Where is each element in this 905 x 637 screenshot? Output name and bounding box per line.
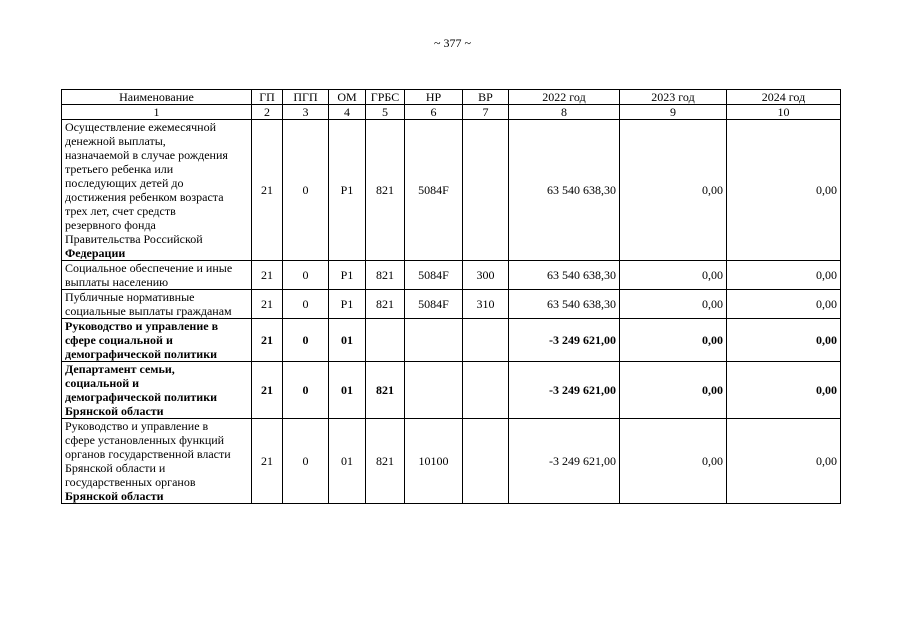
name-line: третьего ребенка или (65, 162, 174, 176)
cell-grbs (366, 319, 405, 362)
cell-gp: 21 (252, 120, 283, 261)
cell-gp: 21 (252, 290, 283, 319)
cell-om: 01 (329, 419, 366, 504)
index-cell: 2 (252, 105, 283, 120)
cell-nr: 5084F (405, 290, 463, 319)
cell-2022: -3 249 621,00 (509, 419, 620, 504)
index-cell: 10 (727, 105, 841, 120)
cell-vr (463, 319, 509, 362)
table-row (62, 362, 841, 419)
cell-nr: 5084F (405, 120, 463, 261)
cell-2022: 63 540 638,30 (509, 290, 620, 319)
header-2023: 2023 год (620, 90, 727, 105)
page-number: ~ 377 ~ (434, 36, 471, 50)
name-line: Федерации (65, 246, 126, 260)
cell-vr (463, 120, 509, 261)
name-line: достижения ребенком возраста (65, 190, 224, 204)
cell-gp: 21 (252, 319, 283, 362)
cell-2022: 63 540 638,30 (509, 261, 620, 290)
cell-2023: 0,00 (620, 319, 727, 362)
header-om: ОМ (329, 90, 366, 105)
cell-2024: 0,00 (727, 362, 841, 419)
cell-2023: 0,00 (620, 290, 727, 319)
row-name (62, 362, 252, 419)
cell-nr (405, 362, 463, 419)
index-row (62, 105, 841, 120)
name-line: Руководство и управление в (65, 419, 209, 433)
index-cell: 4 (329, 105, 366, 120)
cell-pgp: 0 (283, 362, 329, 419)
cell-pgp: 0 (283, 120, 329, 261)
header-pgp: ПГП (283, 90, 329, 105)
cell-2023: 0,00 (620, 419, 727, 504)
name-line: государственных органов (65, 475, 196, 489)
name-line: выплаты населению (65, 275, 169, 289)
name-line: Публичные нормативные (65, 290, 195, 304)
index-cell: 7 (463, 105, 509, 120)
name-line: сфере социальной и (65, 333, 173, 347)
index-cell: 9 (620, 105, 727, 120)
cell-om: Р1 (329, 261, 366, 290)
table-row (62, 120, 841, 261)
header-grbs: ГРБС (366, 90, 405, 105)
index-cell: 1 (62, 105, 252, 120)
row-name (62, 319, 252, 362)
name-line: Правительства Российской (65, 232, 203, 246)
header-gp: ГП (252, 90, 283, 105)
table-row (62, 290, 841, 319)
name-line: Брянской области и (65, 461, 166, 475)
cell-gp: 21 (252, 362, 283, 419)
header-2022: 2022 год (509, 90, 620, 105)
header-2024: 2024 год (727, 90, 841, 105)
cell-pgp: 0 (283, 419, 329, 504)
table-row (62, 319, 841, 362)
cell-grbs: 821 (366, 261, 405, 290)
cell-vr (463, 419, 509, 504)
name-line: Осуществление ежемесячной (65, 120, 216, 134)
row-name (62, 261, 252, 290)
name-line: трех лет, счет средств (65, 204, 176, 218)
cell-2022: -3 249 621,00 (509, 362, 620, 419)
cell-grbs: 821 (366, 362, 405, 419)
name-line: Брянской области (65, 404, 164, 418)
name-line: назначаемой в случае рождения (65, 148, 228, 162)
cell-vr: 310 (463, 290, 509, 319)
cell-2024: 0,00 (727, 319, 841, 362)
cell-om: Р1 (329, 120, 366, 261)
name-line: сфере установленных функций (65, 433, 225, 447)
cell-grbs: 821 (366, 419, 405, 504)
cell-2023: 0,00 (620, 362, 727, 419)
cell-pgp: 0 (283, 261, 329, 290)
header-row (62, 90, 841, 105)
cell-om: 01 (329, 319, 366, 362)
name-line: резервного фонда (65, 218, 156, 232)
row-name (62, 290, 252, 319)
name-line: Брянской области (65, 489, 164, 503)
name-line: денежной выплаты, (65, 134, 166, 148)
name-line: демографической политики (65, 347, 218, 361)
cell-2023: 0,00 (620, 120, 727, 261)
row-name (62, 419, 252, 504)
cell-2023: 0,00 (620, 261, 727, 290)
cell-2024: 0,00 (727, 261, 841, 290)
cell-2022: -3 249 621,00 (509, 319, 620, 362)
cell-pgp: 0 (283, 290, 329, 319)
cell-nr (405, 319, 463, 362)
cell-2022: 63 540 638,30 (509, 120, 620, 261)
cell-vr (463, 362, 509, 419)
cell-om: Р1 (329, 290, 366, 319)
name-line: последующих детей до (65, 176, 184, 190)
header-name: Наименование (62, 90, 252, 105)
cell-nr: 5084F (405, 261, 463, 290)
header-vr: ВР (463, 90, 509, 105)
index-cell: 8 (509, 105, 620, 120)
name-line: социальные выплаты гражданам (65, 304, 232, 318)
cell-gp: 21 (252, 419, 283, 504)
header-nr: НР (405, 90, 463, 105)
cell-vr: 300 (463, 261, 509, 290)
cell-pgp: 0 (283, 319, 329, 362)
name-line: Руководство и управление в (65, 319, 219, 333)
cell-nr: 10100 (405, 419, 463, 504)
index-cell: 6 (405, 105, 463, 120)
cell-grbs: 821 (366, 290, 405, 319)
cell-grbs: 821 (366, 120, 405, 261)
table-row (62, 419, 841, 504)
row-name (62, 120, 252, 261)
name-line: социальной и (65, 376, 140, 390)
index-cell: 5 (366, 105, 405, 120)
name-line: Департамент семьи, (65, 362, 175, 376)
name-line: органов государственной власти (65, 447, 231, 461)
name-line: Социальное обеспечение и иные (65, 261, 233, 275)
cell-om: 01 (329, 362, 366, 419)
cell-gp: 21 (252, 261, 283, 290)
budget-table (61, 89, 841, 504)
cell-2024: 0,00 (727, 290, 841, 319)
name-line: демографической политики (65, 390, 218, 404)
cell-2024: 0,00 (727, 419, 841, 504)
table-row (62, 261, 841, 290)
cell-2024: 0,00 (727, 120, 841, 261)
index-cell: 3 (283, 105, 329, 120)
